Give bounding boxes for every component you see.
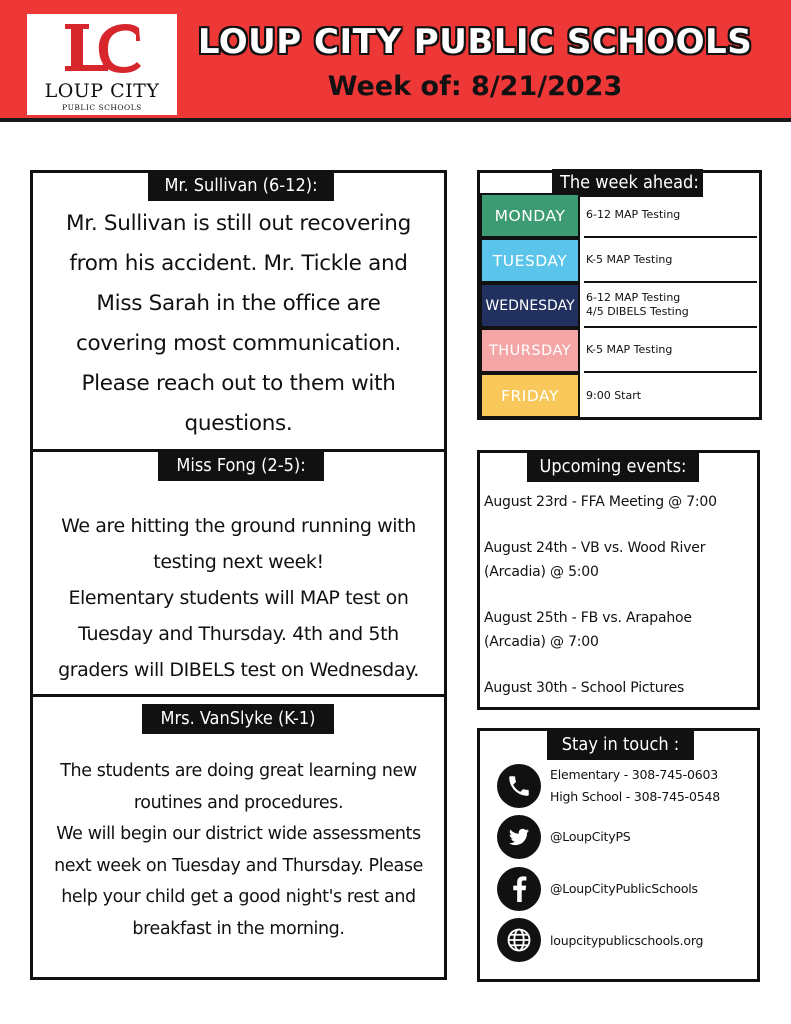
day-tuesday: TUESDAY	[480, 238, 580, 283]
day-note	[584, 193, 757, 238]
text-line: The students are doing great learning new	[60, 761, 417, 781]
schedule-row-thursday	[480, 328, 757, 373]
vanslyke-message	[31, 756, 446, 945]
phone-icon	[497, 764, 541, 808]
event-line: August 30th - School Pictures	[484, 680, 685, 696]
text-line: Please reach out to them with	[81, 371, 396, 396]
twitter-handle[interactable]: @LoupCityPS	[550, 829, 631, 844]
event-line: August 24th - VB vs. Wood River	[484, 540, 706, 556]
sullivan-heading: Mr. Sullivan (6-12):	[148, 171, 334, 201]
text-line: from his accident. Mr. Tickle and	[69, 251, 408, 276]
event-item	[484, 490, 754, 514]
event-line: (Arcadia) @ 5:00	[484, 564, 599, 580]
text-line: breakfast in the morning.	[132, 918, 345, 939]
schedule-row-tuesday	[480, 238, 757, 283]
phone-high-school[interactable]: High School - 308-745-0548	[550, 789, 721, 804]
text-line: covering most communication.	[75, 331, 402, 356]
text-line: next week on Tuesday and Thursday. Please	[54, 855, 423, 876]
text-line: We will begin our district wide assessments	[56, 824, 421, 844]
vanslyke-heading: Mrs. VanSlyke (K-1)	[142, 704, 334, 734]
note-line: K-5 MAP Testing	[586, 342, 673, 356]
website-link[interactable]: loupcitypublicschools.org	[550, 933, 704, 948]
schedule-row-friday	[480, 373, 757, 418]
text-line: We are hitting the ground running with	[61, 515, 416, 537]
text-line: help your child get a good night's rest and	[61, 887, 416, 907]
event-item	[484, 536, 754, 584]
contact-phones	[550, 764, 720, 808]
globe-icon	[497, 918, 541, 962]
schedule-row-monday	[480, 193, 757, 238]
events-heading: Upcoming events:	[527, 452, 699, 482]
week-schedule	[477, 193, 762, 418]
sullivan-message	[33, 204, 444, 444]
day-note	[584, 238, 757, 283]
event-item	[484, 606, 754, 654]
facebook-icon	[497, 867, 541, 911]
school-title: LOUP CITY PUBLIC SCHOOLS	[197, 22, 753, 62]
logo-subtitle: PUBLIC SCHOOLS	[62, 103, 142, 112]
facebook-handle[interactable]: @LoupCityPublicSchools	[550, 881, 698, 896]
text-line: testing next week!	[153, 551, 324, 573]
contact-heading: Stay in touch :	[547, 730, 694, 760]
day-note	[584, 283, 757, 328]
school-logo	[27, 14, 177, 115]
text-line: Elementary students will MAP test on	[68, 587, 409, 609]
twitter-icon	[497, 815, 541, 859]
event-item	[484, 676, 754, 700]
text-line: Miss Sarah in the office are	[96, 291, 381, 316]
text-line: Tuesday and Thursday. 4th and 5th	[78, 623, 399, 645]
note-line: K-5 MAP Testing	[586, 252, 673, 266]
text-line: routines and procedures.	[133, 792, 344, 813]
week-of-date: Week of: 8/21/2023	[327, 71, 623, 102]
header-banner	[0, 0, 791, 122]
day-thursday: THURSDAY	[480, 328, 580, 373]
day-friday: FRIDAY	[480, 373, 580, 418]
text-line: Mr. Sullivan is still out recovering	[66, 211, 411, 236]
day-wednesday: WEDNESDAY	[480, 283, 580, 328]
note-line: 9:00 Start	[586, 388, 642, 402]
note-line: 6-12 MAP Testing	[586, 290, 681, 304]
fong-message	[31, 508, 446, 688]
week-ahead-heading: The week ahead:	[552, 169, 703, 197]
event-line: August 25th - FB vs. Arapahoe	[484, 610, 692, 626]
day-monday: MONDAY	[480, 193, 580, 238]
text-line: questions.	[184, 411, 293, 436]
text-line: graders will DIBELS test on Wednesday.	[58, 659, 419, 681]
note-line: 6-12 MAP Testing	[586, 207, 681, 221]
day-note	[584, 373, 757, 418]
phone-elementary[interactable]: Elementary - 308-745-0603	[550, 767, 718, 782]
lc-logo-icon	[27, 18, 177, 80]
note-line: 4/5 DIBELS Testing	[586, 304, 689, 318]
fong-heading: Miss Fong (2-5):	[158, 451, 324, 481]
day-note	[584, 328, 757, 373]
schedule-row-wednesday	[480, 283, 757, 328]
logo-name: LOUP CITY	[44, 80, 160, 102]
event-line: August 23rd - FFA Meeting @ 7:00	[484, 494, 717, 510]
event-line: (Arcadia) @ 7:00	[484, 634, 599, 650]
